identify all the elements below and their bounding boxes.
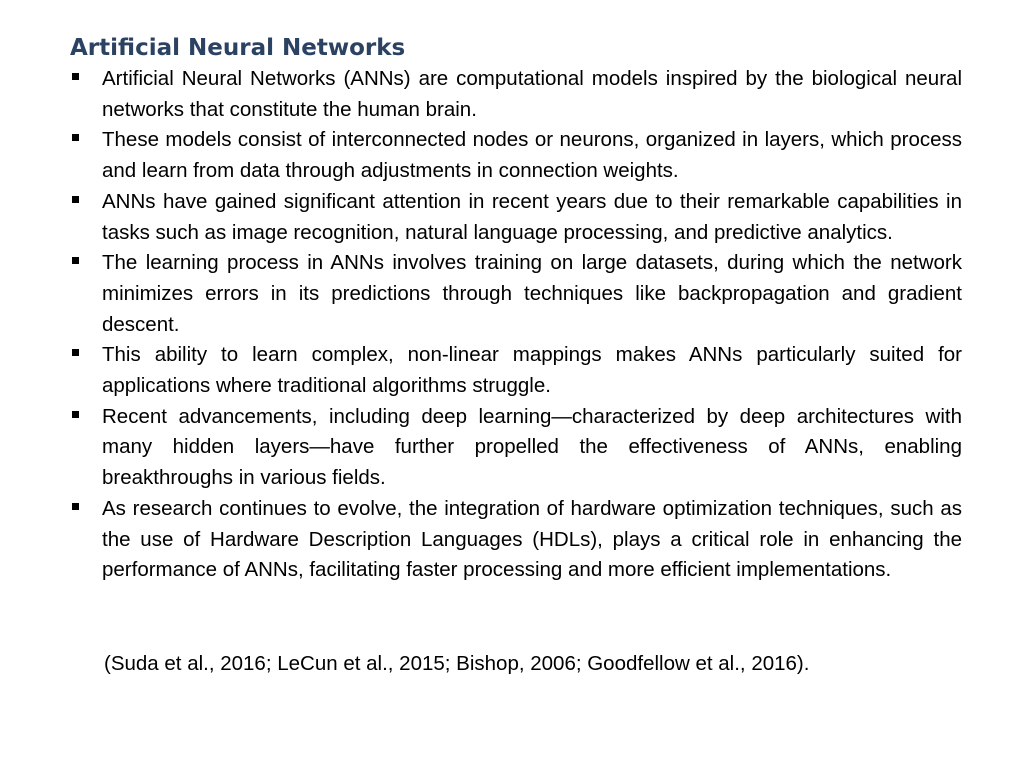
bullet-item (70, 248, 962, 340)
bullet-item (70, 340, 962, 401)
square-bullet-icon (72, 503, 79, 510)
bullet-item (70, 187, 962, 248)
square-bullet-icon (72, 196, 79, 203)
bullet-item (70, 64, 962, 125)
bullet-list (70, 64, 962, 586)
citation: (Suda et al., 2016; LeCun et al., 2015; Bishop, 2006; Goodfellow et al., 2016). (104, 652, 810, 675)
square-bullet-icon (72, 73, 79, 80)
slide-title: Artificial Neural Networks (70, 35, 406, 61)
square-bullet-icon (72, 257, 79, 264)
bullet-text: As research continues to evolve, the integration of hardware optimization techniques, such as the use of Hardware Description Languages (HDLs), plays a critical role in enhancing the performance of ANNs, facilitating faster processing and more efficient implementations. (102, 496, 962, 582)
bullet-text: ANNs have gained significant attention in recent years due to their remarkable capabilities in tasks such as image recognition, natural language processing, and predictive analytics. (102, 189, 962, 244)
bullet-text: The learning process in ANNs involves training on large datasets, during which the network minimizes errors in its predictions through techniques like backpropagation and gradient descent. (102, 251, 962, 336)
square-bullet-icon (72, 411, 79, 418)
bullet-item (70, 494, 962, 586)
bullet-text: These models consist of interconnected nodes or neurons, organized in layers, which process and learn from data through adjustments in connection weights. (102, 128, 962, 183)
bullet-text: This ability to learn complex, non-linear mappings makes ANNs particularly suited for applications where traditional algorithms struggle. (102, 343, 962, 398)
bullet-item (70, 125, 962, 186)
bullet-text: Recent advancements, including deep learning—characterized by deep architectures with many hidden layers—have further propelled the effectiveness of ANNs, enabling breakthroughs in various fields. (102, 404, 962, 490)
bullet-text: Artificial Neural Networks (ANNs) are computational models inspired by the biological neural networks that constitute the human brain. (102, 67, 962, 121)
square-bullet-icon (72, 134, 79, 141)
square-bullet-icon (72, 349, 79, 356)
bullet-item (70, 402, 962, 494)
